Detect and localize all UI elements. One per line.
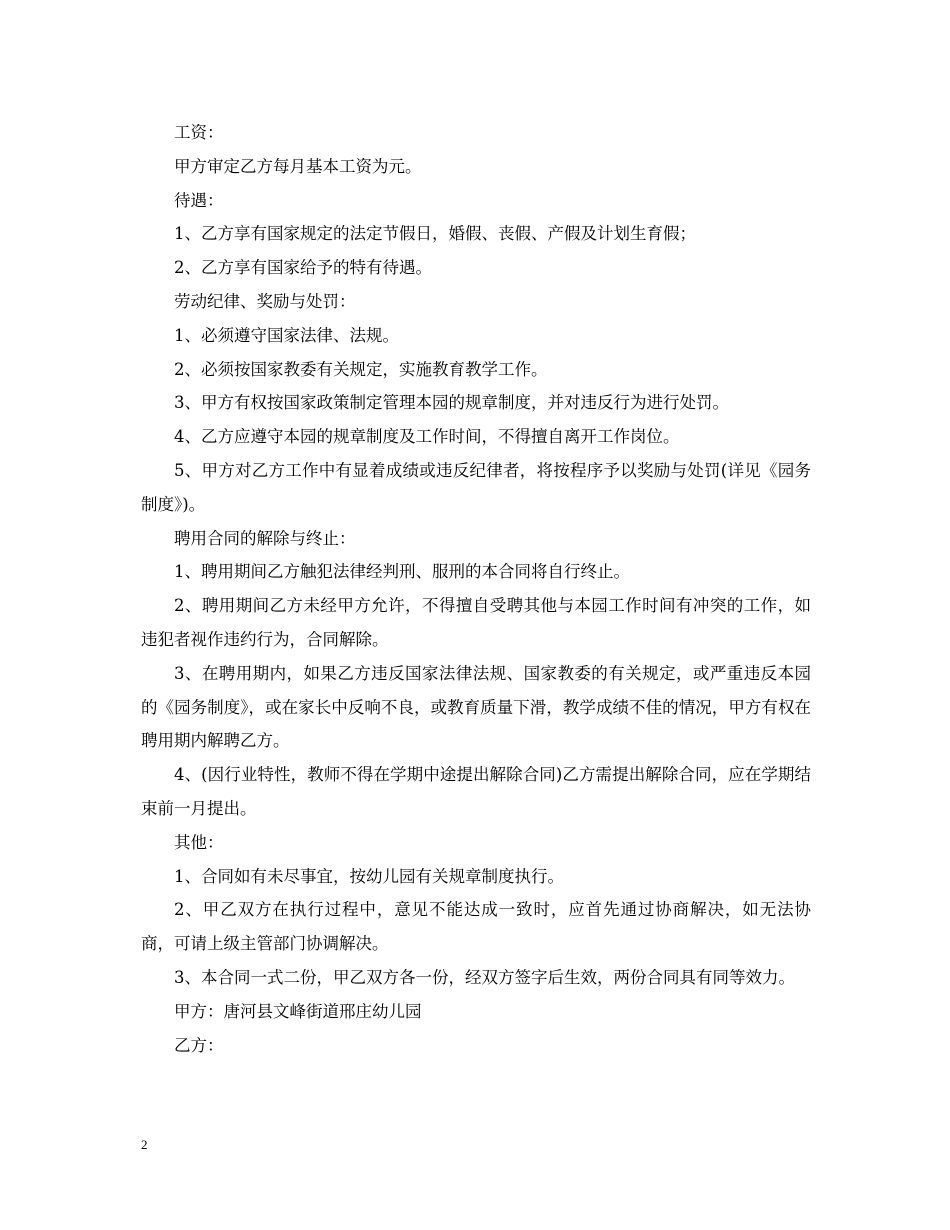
paragraph: 5、甲方对乙方工作中有显着成绩或违反纪律者，将按程序予以奖励与处罚(详见《园务制度》)。 <box>141 460 811 514</box>
section-heading-discipline: 劳动纪律、奖励与处罚： <box>174 291 356 311</box>
paragraph: 1、合同如有未尽事宜，按幼儿园有关规章制度执行。 <box>174 866 564 886</box>
paragraph: 2、甲乙双方在执行过程中，意见不能达成一致时，应首先通过协商解决，如无法协商，可请上级主管部门协调解决。 <box>141 900 811 954</box>
page-number: 2 <box>141 1137 148 1152</box>
paragraph: 甲方审定乙方每月基本工资为元。 <box>174 156 422 176</box>
paragraph: 2、必须按国家教委有关规定，实施教育教学工作。 <box>174 359 548 379</box>
document-body <box>141 116 811 1062</box>
section-heading-benefits: 待遇： <box>174 190 224 210</box>
paragraph: 4、(因行业特性，教师不得在学期中途提出解除合同)乙方需提出解除合同，应在学期结束前一月提出。 <box>141 765 811 818</box>
paragraph: 2、乙方享有国家给予的特有待遇。 <box>174 258 432 278</box>
paragraph: 4、乙方应遵守本园的规章制度及工作时间，不得擅自离开工作岗位。 <box>174 427 680 447</box>
section-heading-other: 其他： <box>174 832 224 852</box>
paragraph: 3、在聘用期内，如果乙方违反国家法律法规、国家教委的有关规定，或严重违反本园的《园务制度》，或在家长中反响不良，或教育质量下滑，教学成绩不佳的情况，甲方有权在聘用期内解聘乙方。 <box>141 663 811 751</box>
paragraph: 3、本合同一式二份，甲乙双方各一份，经双方签字后生效，两份合同具有同等效力。 <box>174 967 795 987</box>
paragraph: 3、甲方有权按国家政策制定管理本园的规章制度，并对违反行为进行处罚。 <box>174 393 729 413</box>
party-b-signature-line: 乙方： <box>174 1035 224 1055</box>
paragraph: 2、聘用期间乙方未经甲方允许，不得擅自受聘其他与本园工作时间有冲突的工作，如违犯者视作违约行为，合同解除。 <box>141 596 811 649</box>
paragraph: 1、乙方享有国家规定的法定节假日，婚假、丧假、产假及计划生育假； <box>174 224 696 244</box>
section-heading-salary: 工资： <box>174 123 224 142</box>
paragraph: 1、必须遵守国家法律、法规。 <box>174 325 399 345</box>
paragraph: 1、聘用期间乙方触犯法律经判刑、服刑的本合同将自行终止。 <box>174 562 630 582</box>
party-a-signature-line: 甲方：唐河县文峰街道邢庄幼儿园 <box>174 1001 422 1021</box>
section-heading-termination: 聘用合同的解除与终止： <box>174 528 356 548</box>
